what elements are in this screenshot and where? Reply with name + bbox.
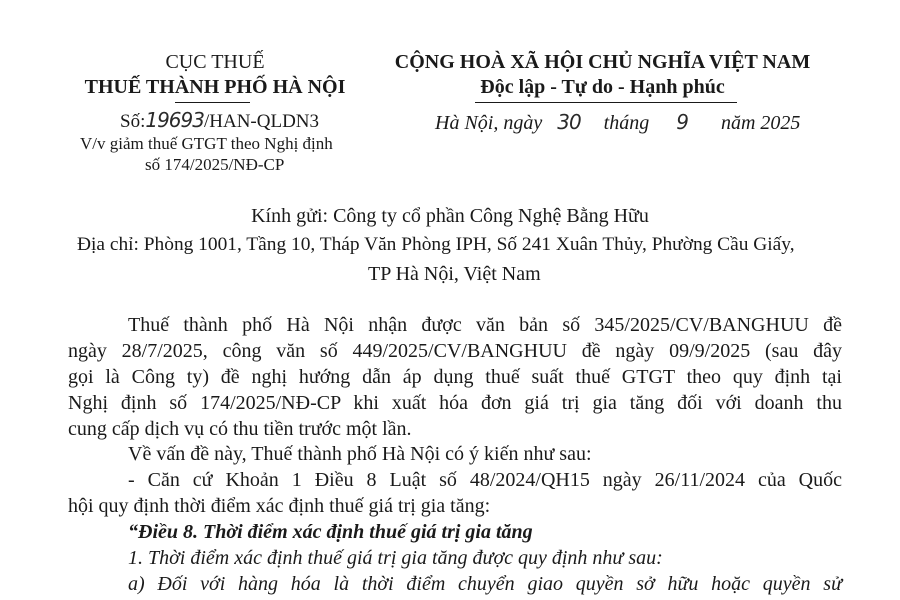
motto-underline xyxy=(475,102,737,103)
recipient-address-line-1: Địa chỉ: Phòng 1001, Tầng 10, Tháp Văn Phòng IPH, Số 241 Xuân Thủy, Phường Cầu Giấy, xyxy=(77,234,795,255)
place-date xyxy=(435,110,800,135)
document-number xyxy=(120,108,319,134)
quote-item-1: 1. Thời điểm xác định thuế giá trị gia tăng được quy định như sau: xyxy=(128,547,663,569)
document-number-suffix: /HAN-QLDN3 xyxy=(203,111,320,132)
date-year: năm 2025 xyxy=(720,112,801,134)
recipient-address-line-2: TP Hà Nội, Việt Nam xyxy=(368,263,541,285)
body-paragraph-1-line-5: cung cấp dịch vụ có thu tiền trước một lần. xyxy=(68,418,412,440)
office-underline xyxy=(175,102,250,103)
quote-article-title: “Điều 8. Thời điểm xác định thuế giá trị gia tăng xyxy=(128,521,533,543)
country-name: CỘNG HOÀ XÃ HỘI CHỦ NGHĨA VIỆT NAM xyxy=(394,51,811,73)
date-month-label: tháng xyxy=(603,112,650,134)
recipient-name: Kính gửi: Công ty cổ phần Công Nghệ Bằng Hữu xyxy=(251,205,649,227)
body-paragraph-3-line-2: hội quy định thời điểm xác định thuế giá trị gia tăng: xyxy=(68,495,491,517)
body-paragraph-2: Về vấn đề này, Thuế thành phố Hà Nội có ý kiến như sau: xyxy=(128,443,592,465)
body-paragraph-1-line-3: gọi là Công ty) đề nghị hướng dẫn áp dụng thuế suất thuế GTGT theo quy định tại xyxy=(68,366,842,388)
office-name: THUẾ THÀNH PHỐ HÀ NỘI xyxy=(84,76,346,98)
document-number-prefix: Số: xyxy=(120,111,146,132)
document-number-handwritten: 19693 xyxy=(145,108,204,132)
subject-line-1: V/v giảm thuế GTGT theo Nghị định xyxy=(80,134,333,153)
subject-line-2: số 174/2025/NĐ-CP xyxy=(145,155,285,174)
body-paragraph-1-line-1: Thuế thành phố Hà Nội nhận được văn bản số 345/2025/CV/BANGHUU đề xyxy=(128,314,842,336)
date-month-handwritten: 9 xyxy=(676,110,688,134)
national-motto: Độc lập - Tự do - Hạnh phúc xyxy=(480,76,725,98)
date-day-handwritten: 30 xyxy=(557,110,581,134)
body-paragraph-1-line-2: ngày 28/7/2025, công văn số 449/2025/CV/BANGHUU đề ngày 09/9/2025 (sau đây xyxy=(68,340,842,362)
body-paragraph-3-line-1: - Căn cứ Khoản 1 Điều 8 Luật số 48/2024/QH15 ngày 26/11/2024 của Quốc xyxy=(128,469,842,491)
body-paragraph-1-line-4: Nghị định số 174/2025/NĐ-CP khi xuất hóa đơn giá trị gia tăng đối với doanh thu xyxy=(68,392,842,414)
date-prefix: Hà Nội, ngày xyxy=(435,112,543,134)
agency-name: CỤC THUẾ xyxy=(165,51,265,73)
quote-item-a: a) Đối với hàng hóa là thời điểm chuyển giao quyền sở hữu hoặc quyền sử xyxy=(128,573,842,595)
